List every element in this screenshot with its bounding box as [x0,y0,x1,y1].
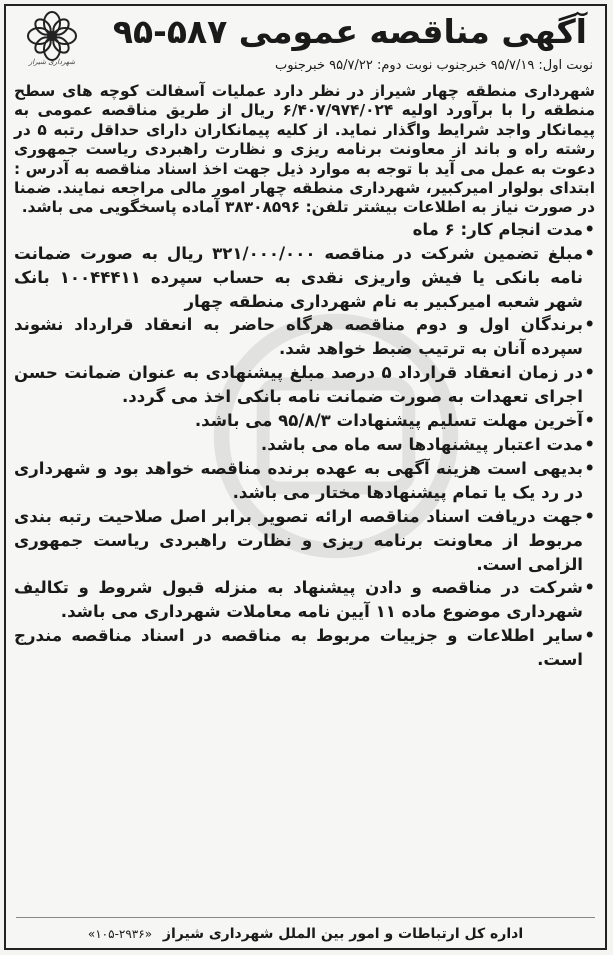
footer-code: «۲۹۳۶-۱۰۵» [87,927,153,941]
notice-title: آگهی مناقصه عمومی ۵۸۷-۹۵ [112,12,587,51]
list-item: • برندگان اول و دوم مناقصه هرگاه حاضر به انعقاد قرارداد نشوند سپرده آنان به ترتیب ضبط خواهد شد. [14,313,595,361]
intro-paragraph: شهرداری منطقه چهار شیراز در نظر دارد عملیات آسفالت کوچه های سطح منطقه را با برآورد اولیه ۶/۴۰۷/۹۷۴/۰۲۴ ریال از طریق مناقصه عمومی به پیمانکار واجد شرایط واگذار نماید. از کلیه پیمانکاران دارای حداقل رتبه ۵ در رشته راه و باند از معاونت برنامه ریزی و نظارت راهبردی ریاست جمهوری دعوت به عمل می آید با توجه به موارد ذیل جهت اخذ اسناد مناقصه به آدرس : ابتدای بولوار امیرکبیر، شهرداری منطقه چهار امور مالی مراجعه نمایند. ضمنا در صورت نیاز به اطلاعات بیشتر تلفن: ۳۸۳۰۸۵۹۶ آماده پاسخگویی می باشد. [14,82,595,217]
list-item: • آخرین مهلت تسلیم پیشنهادات ۹۵/۸/۳ می باشد. [14,409,595,433]
logo-caption: شهرداری شیراز [28,58,76,66]
notice-header [6,6,605,82]
list-item: • شرکت در مناقصه و دادن پیشنهاد به منزله قبول شروط و تکالیف شهرداری موضوع ماده ۱۱ آیین نامه معاملات شهرداری می باشد. [14,576,595,624]
list-item: • سایر اطلاعات و جزییات مربوط به مناقصه در اسناد مناقصه مندرج است. [14,624,595,672]
notice-body [6,82,605,672]
list-item: • بدیهی است هزینه آگهی به عهده برنده مناقصه خواهد بود و شهرداری در رد یک یا تمام پیشنهادها مختار می باشد. [14,457,595,505]
list-item: • مدت اعتبار پیشنهادها سه ماه می باشد. [14,433,595,457]
footer-publisher: اداره کل ارتباطات و امور بین الملل شهرداری شیراز [162,926,524,942]
publication-schedule: نوبت اول: ۹۵/۷/۱۹ خبرجنوب نوبت دوم: ۹۵/۷/۲۲ خبرجنوب [274,58,593,73]
notice-frame [4,4,607,950]
list-item: • جهت دریافت اسناد مناقصه ارائه تصویر برابر اصل صلاحیت رتبه بندی مربوط از معاونت برنامه ریزی و نظارت راهبردی ریاست جمهوری الزامی است. [14,505,595,577]
footer-divider [16,917,595,918]
notice-footer [6,926,605,942]
list-item: • در زمان انعقاد قرارداد ۵ درصد مبلغ پیشنهادی به عنوان ضمانت حسن اجرای تعهدات به صورت ضمانت نامه بانکی اخذ می گردد. [14,361,595,409]
conditions-list [14,218,595,672]
flower-emblem-icon [12,10,92,76]
list-item: • مدت انجام کار: ۶ ماه [14,218,595,242]
list-item: • مبلغ تضمین شرکت در مناقصه ۳۲۱/۰۰۰/۰۰۰ ریال به صورت ضمانت نامه بانکی یا فیش واریزی نقدی به حساب سپرده ۱۰۰۴۴۴۱۱ بانک شهر شعبه امیرکبیر به نام شهرداری منطقه چهار [14,242,595,314]
